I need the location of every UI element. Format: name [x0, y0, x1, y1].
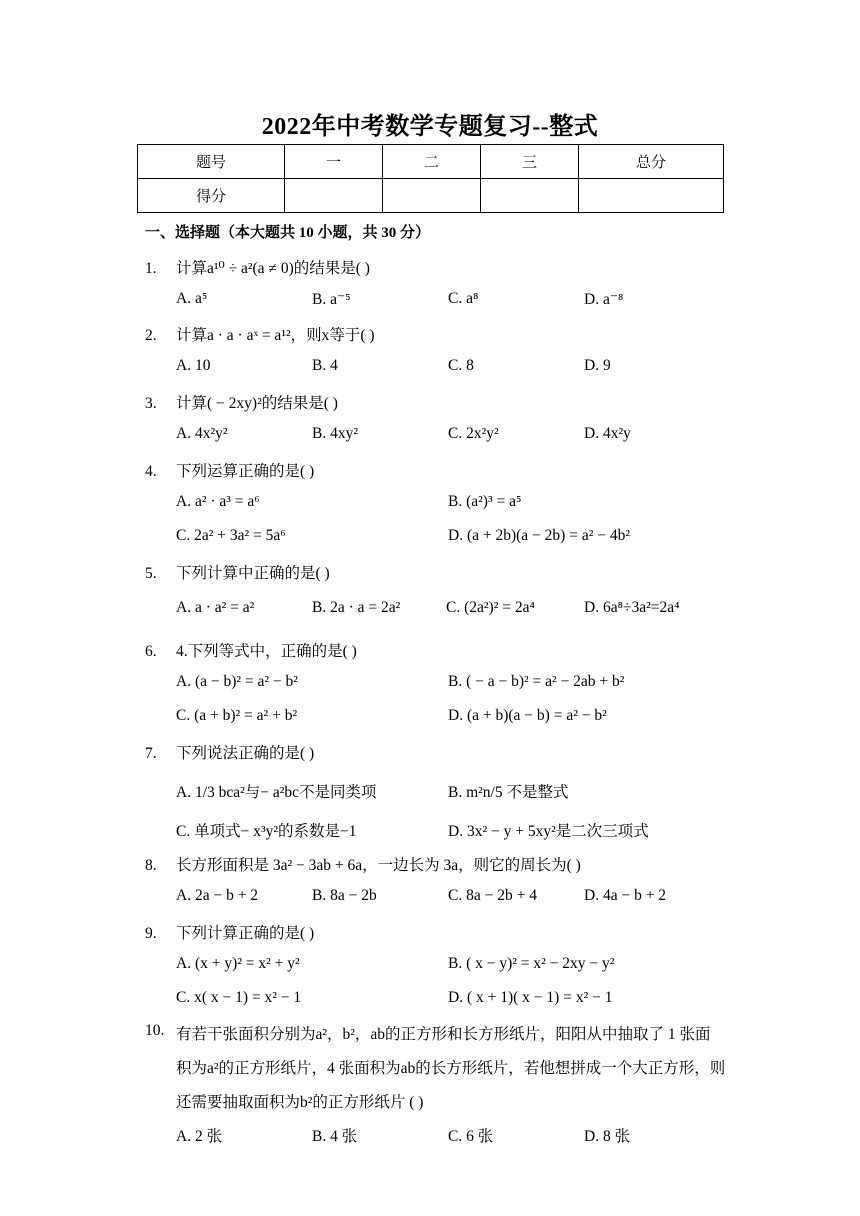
option-d: D. 4a − b + 2 — [584, 887, 667, 904]
section-heading: 一、选择题（本大题共 10 小题，共 30 分） — [145, 225, 431, 241]
question-7 — [145, 741, 314, 763]
score-table — [137, 144, 724, 213]
option-b: B. 8a − 2b — [312, 887, 377, 904]
question-stem: 下列说法正确的是( ) — [176, 745, 315, 762]
option-a: A. 4x²y² — [176, 425, 228, 442]
score-cell[interactable] — [285, 179, 383, 213]
question-number: 3. — [145, 395, 157, 412]
score-cell[interactable] — [481, 179, 579, 213]
option-b: B. 4 张 — [312, 1128, 358, 1145]
option-a: A. a² · a³ = a⁶ — [176, 493, 260, 510]
question-number: 4. — [145, 463, 157, 480]
option-a: A. 10 — [176, 357, 211, 374]
option-d: D. 6a⁸÷3a²=2a⁴ — [584, 599, 680, 616]
option-c: C. 单项式− x³y²的系数是−1 — [176, 823, 357, 840]
question-stem-line: 有若干张面积分别为a²，b²，ab的正方形和长方形纸片，阳阳从中抽取了 1 张面 — [176, 1026, 711, 1043]
question-number: 8. — [145, 857, 157, 874]
option-d: D. (a + b)(a − b) = a² − b² — [448, 707, 607, 724]
option-c: C. (2a²)² = 2a⁴ — [446, 599, 535, 616]
question-1 — [145, 256, 370, 278]
option-c: C. 2a² + 3a² = 5a⁶ — [176, 527, 286, 544]
question-4 — [145, 459, 314, 481]
option-a: A. 1/3 bca²与− a²bc不是同类项 — [176, 784, 377, 801]
score-header-cell: 二 — [383, 145, 481, 179]
option-d: D. 3x² − y + 5xy²是二次三项式 — [448, 823, 649, 840]
option-b: B. ( − a − b)² = a² − 2ab + b² — [448, 673, 625, 690]
option-a: A. 2 张 — [176, 1128, 223, 1145]
question-stem-line: 积为a²的正方形纸片，4 张面积为ab的长方形纸片，若他想拼成一个大正方形，则 — [176, 1060, 726, 1077]
score-cell[interactable] — [383, 179, 481, 213]
option-b: B. ( x − y)² = x² − 2xy − y² — [448, 955, 615, 972]
option-c: C. (a + b)² = a² + b² — [176, 707, 298, 724]
question-stem: 计算a · a · aˣ = a¹²，则x等于( ) — [176, 327, 375, 344]
option-c: C. 8a − 2b + 4 — [448, 887, 537, 904]
option-d: D. 4x²y — [584, 425, 631, 442]
question-6 — [145, 639, 357, 661]
score-table-header-row — [138, 145, 724, 179]
option-a: A. a · a² = a² — [176, 599, 255, 616]
question-number: 6. — [145, 643, 157, 660]
question-number: 5. — [145, 565, 157, 582]
option-c: C. 2x²y² — [448, 425, 499, 442]
option-b: B. 4xy² — [312, 425, 358, 442]
question-stem: 长方形面积是 3a² − 3ab + 6a，一边长为 3a，则它的周长为( ) — [176, 857, 581, 874]
question-number: 7. — [145, 745, 157, 762]
score-row-label: 得分 — [138, 179, 285, 213]
question-stem: 计算a¹⁰ ÷ a²(a ≠ 0)的结果是( ) — [176, 260, 370, 277]
question-3 — [145, 391, 338, 413]
question-stem: 计算( − 2xy)²的结果是( ) — [176, 395, 338, 412]
option-c: C. 6 张 — [448, 1128, 494, 1145]
question-stem-line: 还需要抽取面积为b²的正方形纸片 ( ) — [176, 1094, 424, 1111]
option-a: A. (x + y)² = x² + y² — [176, 955, 300, 972]
option-a: A. 2a − b + 2 — [176, 887, 259, 904]
option-d: D. ( x + 1)( x − 1) = x² − 1 — [448, 989, 613, 1006]
score-header-cell: 一 — [285, 145, 383, 179]
option-c: C. x( x − 1) = x² − 1 — [176, 989, 302, 1006]
score-cell[interactable] — [579, 179, 724, 213]
option-d: D. a⁻⁸ — [584, 291, 624, 308]
score-header-cell: 总分 — [579, 145, 724, 179]
question-9 — [145, 921, 314, 943]
question-8 — [145, 853, 581, 875]
option-d: D. (a + 2b)(a − 2b) = a² − 4b² — [448, 527, 630, 544]
option-b: B. a⁻⁵ — [312, 291, 351, 308]
question-2 — [145, 323, 375, 345]
option-b: B. (a²)³ = a⁵ — [448, 493, 522, 510]
option-b: B. 4 — [312, 357, 338, 374]
option-d: D. 9 — [584, 357, 611, 374]
question-stem: 4.下列等式中，正确的是( ) — [176, 643, 357, 660]
question-stem: 下列计算中正确的是( ) — [176, 565, 330, 582]
option-c: C. 8 — [448, 357, 474, 374]
question-5 — [145, 561, 330, 583]
option-a: A. (a − b)² = a² − b² — [176, 673, 298, 690]
option-a: A. a⁵ — [176, 290, 208, 307]
question-stem: 下列运算正确的是( ) — [176, 463, 315, 480]
score-table-score-row — [138, 179, 724, 213]
question-number: 2. — [145, 327, 157, 344]
option-b: B. 2a · a = 2a² — [312, 599, 401, 616]
question-number: 1. — [145, 260, 157, 277]
question-10-number — [145, 1022, 176, 1040]
option-b: B. m²n/5 不是整式 — [448, 784, 569, 801]
option-d: D. 8 张 — [584, 1128, 631, 1145]
question-number: 9. — [145, 925, 157, 942]
page-title: 2022年中考数学专题复习--整式 — [261, 114, 599, 140]
question-number: 10. — [145, 1022, 165, 1039]
question-stem: 下列计算正确的是( ) — [176, 925, 315, 942]
score-header-cell: 题号 — [138, 145, 285, 179]
option-c: C. a⁸ — [448, 290, 479, 307]
score-header-cell: 三 — [481, 145, 579, 179]
